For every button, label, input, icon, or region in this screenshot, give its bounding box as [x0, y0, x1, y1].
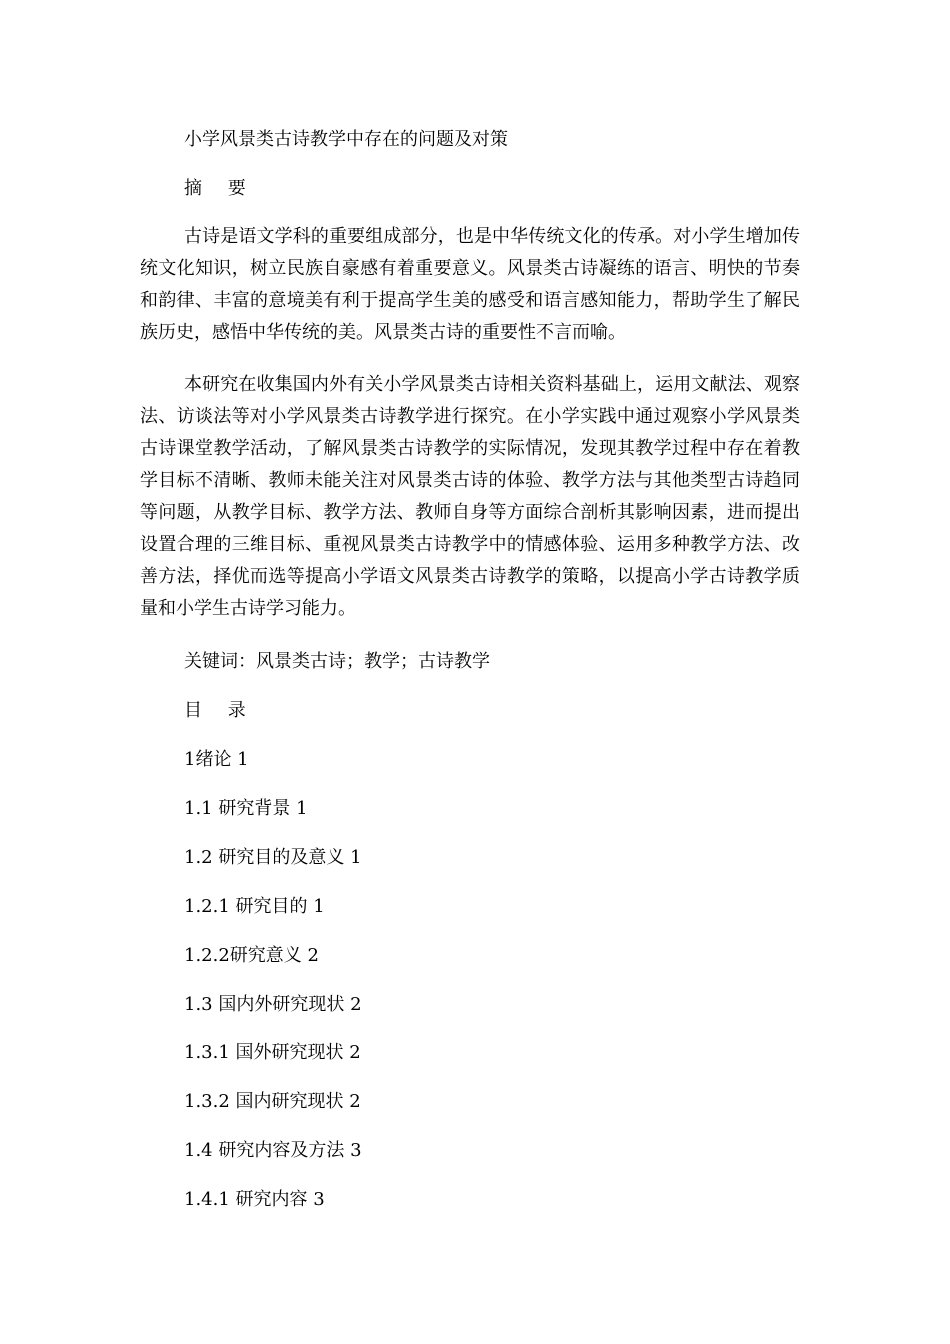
- keywords: 关键词：风景类古诗；教学；古诗教学: [184, 651, 490, 672]
- abstract-paragraph-2: 本研究在收集国内外有关小学风景类古诗相关资料基础上，运用文献法、观察法、访谈法等对小学风景类古诗教学进行探究。在小学实践中通过观察小学风景类古诗课堂教学活动，了解风景类古诗教学的实际情况，发现其教学过程中存在着教学目标不清晰、教师未能关注对风景类古诗的体验、教学方法与其他类型古诗趋同等问题，从教学目标、教学方法、教师自身等方面综合剖析其影响因素，进而提出设置合理的三维目标、重视风景类古诗教学中的情感体验、运用多种教学方法、改善方法，择优而选等提高小学语文风景类古诗教学的策略，以提高小学古诗教学质量和小学生古诗学习能力。: [140, 374, 800, 619]
- toc-item: 1.2 研究目的及意义 1: [184, 847, 362, 868]
- toc-item: 1.3.1 国外研究现状 2: [184, 1042, 361, 1063]
- toc-item: 1.1 研究背景 1: [184, 798, 308, 819]
- abstract-heading: 摘 要: [184, 178, 256, 199]
- toc-item: 1绪论 1: [184, 749, 249, 770]
- toc-item: 1.2.1 研究目的 1: [184, 896, 325, 917]
- document-title: 小学风景类古诗教学中存在的问题及对策: [184, 129, 508, 150]
- toc-item: 1.4 研究内容及方法 3: [184, 1140, 362, 1161]
- toc-item: 1.3.2 国内研究现状 2: [184, 1091, 361, 1112]
- toc-item: 1.2.2研究意义 2: [184, 945, 319, 966]
- toc-item: 1.4.1 研究内容 3: [184, 1189, 325, 1210]
- abstract-paragraph-1: 古诗是语文学科的重要组成部分，也是中华传统文化的传承。对小学生增加传统文化知识，树立民族自豪感有着重要意义。风景类古诗凝练的语言、明快的节奏和韵律、丰富的意境美有利于提高学生美的感受和语言感知能力，帮助学生了解民族历史，感悟中华传统的美。风景类古诗的重要性不言而喻。: [140, 226, 800, 343]
- toc-item: 1.3 国内外研究现状 2: [184, 994, 362, 1015]
- toc-heading: 目 录: [184, 700, 256, 721]
